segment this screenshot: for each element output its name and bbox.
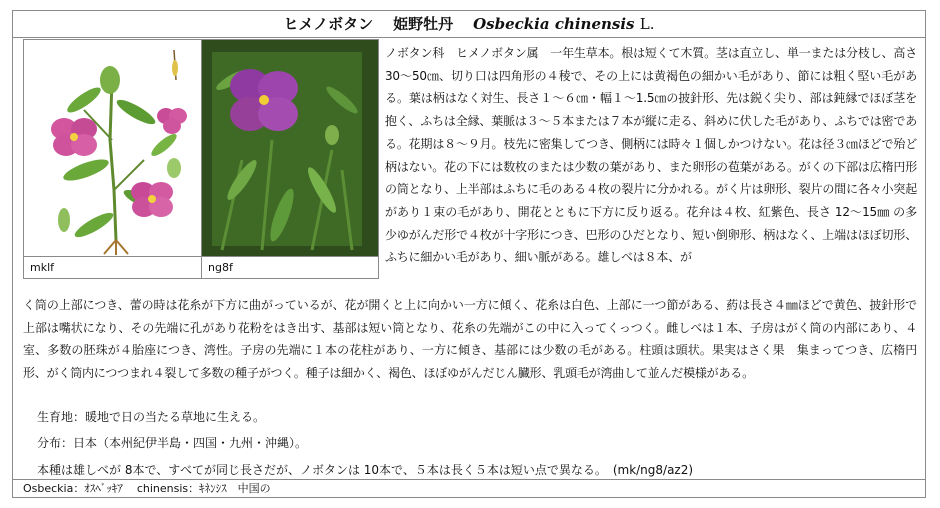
genus-etymology: Osbeckia：ｵｽﾍﾞｯｷｱ — [23, 482, 123, 495]
title-katakana: ヒメノボタン — [283, 15, 374, 33]
figure-caption-row — [24, 256, 378, 279]
habitat-text: 生育地：暖地で日の当たる草地に生える。 — [37, 410, 266, 424]
description-paragraph: ノボタン科 ヒメノボタン属 一年生草本。根は短くて木質。茎は直立し、単一または分枝し、高さ 30～50㎝、切り口は四角形の４稜で、その上には黄褐色の細かい毛があり、節には粗く堅い毛がある。葉は柄はなく対生、長さ１～６㎝・幅１～1.5㎝の披針形、先は鋭く尖り、部は鈍縁でほぼ茎を抱く、ふちは全縁、葉脈は３～５本または７本が縦に走る、斜めに伏した毛があり、ふちでは密である。花期は８～９月。枝先に密集してつき、側柄には時々１個しかつけない。花は径３㎝ほどで殆ど柄はない。花の下には数枚のまたは少数の葉があり、また卵形の苞葉がある。がくの下部は広楕円形の筒となり、上半部はふちに毛のある４枚の裂片に分かれる。がく片は卵形、裂片の間に各々小突起があり１束の毛があり、開花とともに下方に反り返る。花弁は４枚、紅紫色、長さ 12～15㎜ の多少ゆがんだ形で４枚が十字形につき、巴形のひだとなり、短い倒卵形、柄はなく、上端はほぼ切形、ふちに細かい毛があり、細い脈がある。雄しべは８本、が — [385, 46, 917, 265]
description-side — [385, 42, 917, 269]
species-etymology: chinensis：ｷﾈﾝｼｽ 中国の — [136, 482, 271, 495]
remark-text: 本種は雄しべが 8本で、すべてが同じ長さだが、ノボタンは 10本で、５本は長く５本は短い点で異なる。 (mk/ng8/az2) — [37, 463, 694, 477]
etymology-footer — [13, 479, 925, 497]
flower-photo — [202, 40, 378, 256]
figure-caption: mklf — [24, 257, 202, 279]
title-kanji: 姫野牡丹 — [393, 15, 454, 33]
title-scientific-name: Osbeckia chinensis — [473, 15, 635, 33]
page-title — [13, 11, 925, 38]
species-sheet — [12, 10, 926, 498]
distribution-text: 分布：日本（本州紀伊半島・四国・九州・沖縄）。 — [37, 436, 308, 450]
figure-caption: ng8f — [208, 261, 233, 274]
botanical-illustration — [24, 40, 202, 256]
description-full — [23, 294, 917, 385]
description-paragraph-continued: く筒の上部につき、蕾の時は花糸が下方に曲がっているが、花が開くと上に向かい一方に傾く、花糸は白色、上部に一つ節がある、葯は長さ４㎜ほどで黄色、披針形で上部は嘴状になり、その先端に孔があり花粉をはき出す、基部は短い筒となり、花糸の先端がこの中に入ってくっつく。雌しべは１本、子房はがく筒の内部にあり、４室、多数の胚珠が４胎座につき、湾性。子房の先端に１本の花柱があり、一方に傾き、基部には少数の毛がある。柱頭は頭状。果実はさく果 集まってつき、広楕円形、がく筒内につつまれ４裂して多数の種子がつく。種子は細かく、褐色、ほぼゆがんだじん臓形、乳頭毛が湾曲して並んだ模様がある。 — [23, 298, 917, 381]
title-author: L. — [639, 15, 655, 33]
figure-panel — [23, 39, 379, 279]
